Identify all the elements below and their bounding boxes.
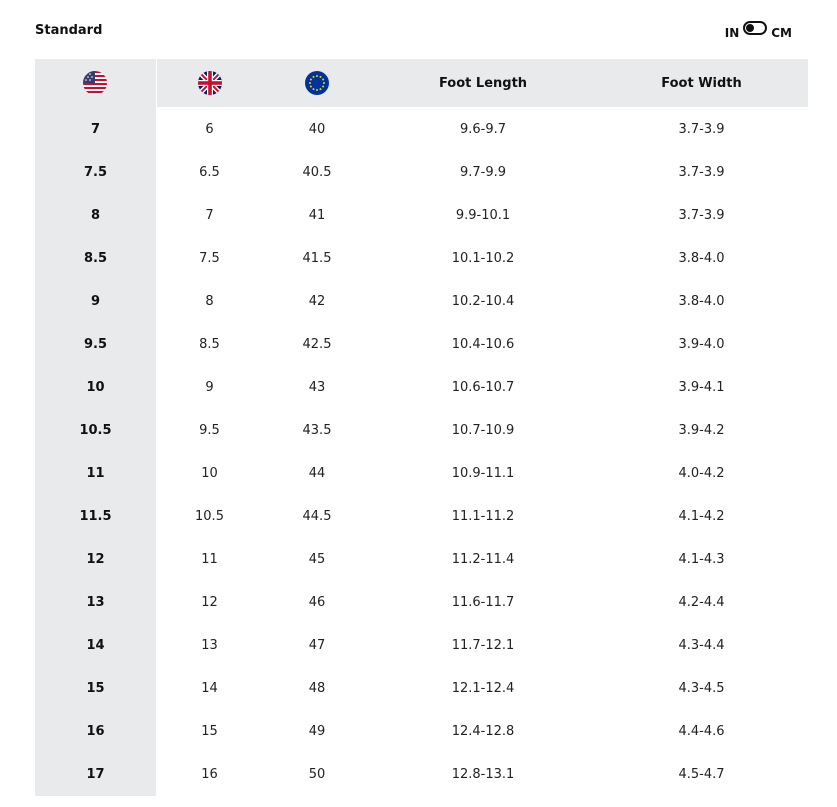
cell-foot-length: 10.2-10.4	[451, 294, 515, 309]
cell-us: 12	[35, 538, 156, 581]
table-row	[35, 151, 808, 194]
cell-uk: 14	[201, 681, 218, 696]
cell-foot-length: 10.9-11.1	[451, 466, 515, 481]
cell-foot-length: 9.7-9.9	[459, 165, 507, 180]
size-table-body	[35, 107, 808, 796]
cell-foot-length: 10.4-10.6	[451, 337, 515, 352]
cell-us: 9.5	[35, 323, 156, 366]
cell-uk: 13	[201, 638, 218, 653]
cell-uk: 10.5	[195, 509, 224, 524]
unit-label-in[interactable]: IN	[724, 26, 740, 40]
cell-us: 9	[35, 280, 156, 323]
table-row	[35, 194, 808, 237]
cell-us: 10	[35, 366, 156, 409]
cell-foot-width: 3.9-4.1	[678, 380, 725, 395]
cell-foot-length: 11.7-12.1	[451, 638, 515, 653]
cell-eu: 40.5	[302, 165, 332, 180]
cell-uk: 8.5	[199, 337, 220, 352]
cell-us: 15	[35, 667, 156, 710]
cell-eu: 43	[308, 380, 326, 395]
table-row	[35, 710, 808, 753]
cell-uk: 9	[205, 380, 214, 395]
cell-eu: 49	[308, 724, 326, 739]
cell-us: 8	[35, 194, 156, 237]
unit-toggle	[725, 20, 792, 42]
cell-eu: 47	[308, 638, 326, 653]
cell-us: 10.5	[35, 409, 156, 452]
size-chart-topbar	[35, 20, 808, 44]
cell-uk: 7.5	[199, 251, 220, 266]
cell-foot-length: 10.6-10.7	[451, 380, 515, 395]
column-header-us	[35, 59, 156, 107]
cell-uk: 11	[201, 552, 218, 567]
uk-flag-icon	[198, 71, 222, 95]
cell-foot-length: 11.6-11.7	[451, 595, 515, 610]
cell-foot-length: 9.6-9.7	[459, 121, 507, 137]
cell-eu: 42	[308, 294, 326, 309]
table-row	[35, 624, 808, 667]
eu-flag-icon	[305, 71, 329, 95]
cell-foot-length: 11.2-11.4	[451, 552, 515, 567]
unit-switch[interactable]	[743, 21, 767, 35]
cell-eu: 42.5	[302, 337, 332, 352]
table-row	[35, 495, 808, 538]
table-row	[35, 538, 808, 581]
size-chart-table	[35, 59, 808, 796]
cell-us: 16	[35, 710, 156, 753]
table-row	[35, 667, 808, 710]
unit-label-cm[interactable]: CM	[771, 26, 792, 40]
cell-uk: 15	[201, 724, 218, 739]
cell-foot-width: 4.5-4.7	[678, 767, 725, 782]
table-row	[35, 107, 808, 151]
cell-foot-width: 3.9-4.0	[678, 337, 725, 352]
table-row	[35, 409, 808, 452]
cell-eu: 48	[308, 681, 326, 696]
table-row	[35, 581, 808, 624]
table-row	[35, 323, 808, 366]
cell-foot-width: 4.2-4.4	[678, 595, 725, 610]
cell-eu: 43.5	[302, 423, 332, 438]
cell-foot-length: 11.1-11.2	[451, 509, 515, 524]
cell-foot-width: 3.7-3.9	[678, 165, 725, 180]
cell-foot-length: 12.1-12.4	[451, 681, 515, 696]
cell-us: 17	[35, 753, 156, 796]
us-flag-icon	[83, 71, 107, 95]
cell-us: 11.5	[35, 495, 156, 538]
cell-uk: 6.5	[199, 165, 220, 180]
cell-foot-width: 3.8-4.0	[678, 294, 725, 309]
cell-uk: 16	[201, 767, 218, 782]
cell-us: 8.5	[35, 237, 156, 280]
cell-uk: 12	[201, 595, 218, 610]
cell-us: 7	[35, 107, 156, 151]
table-header-row	[35, 59, 808, 107]
table-row	[35, 366, 808, 409]
cell-foot-width: 4.4-4.6	[678, 724, 725, 739]
cell-uk: 8	[205, 294, 214, 309]
cell-uk: 10	[201, 466, 218, 481]
column-header-uk	[156, 59, 263, 107]
cell-us: 14	[35, 624, 156, 667]
column-header-eu	[263, 59, 371, 107]
cell-foot-width: 3.7-3.9	[678, 121, 725, 137]
cell-foot-width: 3.9-4.2	[678, 423, 725, 438]
cell-eu: 41	[308, 208, 326, 223]
cell-foot-length: 10.1-10.2	[451, 251, 515, 266]
cell-eu: 40	[308, 121, 326, 137]
table-row	[35, 753, 808, 796]
cell-foot-width: 4.1-4.2	[678, 509, 725, 524]
cell-foot-width: 4.0-4.2	[678, 466, 725, 481]
cell-uk: 9.5	[199, 423, 220, 438]
cell-us: 13	[35, 581, 156, 624]
cell-foot-width: 3.8-4.0	[678, 251, 725, 266]
cell-foot-width: 4.3-4.5	[678, 681, 725, 696]
cell-eu: 44	[308, 466, 326, 481]
cell-foot-width: 4.1-4.3	[678, 552, 725, 567]
cell-uk: 6	[205, 121, 214, 137]
cell-foot-width: 3.7-3.9	[678, 208, 725, 223]
cell-eu: 46	[308, 595, 326, 610]
cell-foot-length: 9.9-10.1	[455, 208, 511, 223]
cell-us: 11	[35, 452, 156, 495]
switch-knob	[746, 24, 754, 32]
table-row	[35, 280, 808, 323]
cell-eu: 44.5	[302, 509, 332, 524]
fit-title: Standard	[35, 23, 103, 38]
cell-uk: 7	[205, 208, 214, 223]
cell-foot-width: 4.3-4.4	[678, 638, 725, 653]
cell-eu: 41.5	[302, 251, 332, 266]
cell-foot-length: 12.8-13.1	[451, 767, 515, 782]
table-row	[35, 237, 808, 280]
cell-foot-length: 10.7-10.9	[451, 423, 515, 438]
cell-foot-length: 12.4-12.8	[451, 724, 515, 739]
table-row	[35, 452, 808, 495]
cell-eu: 45	[308, 552, 326, 567]
cell-eu: 50	[308, 767, 326, 782]
column-header-foot-length: Foot Length	[371, 59, 595, 107]
cell-us: 7.5	[35, 151, 156, 194]
column-header-foot-width: Foot Width	[595, 59, 808, 107]
